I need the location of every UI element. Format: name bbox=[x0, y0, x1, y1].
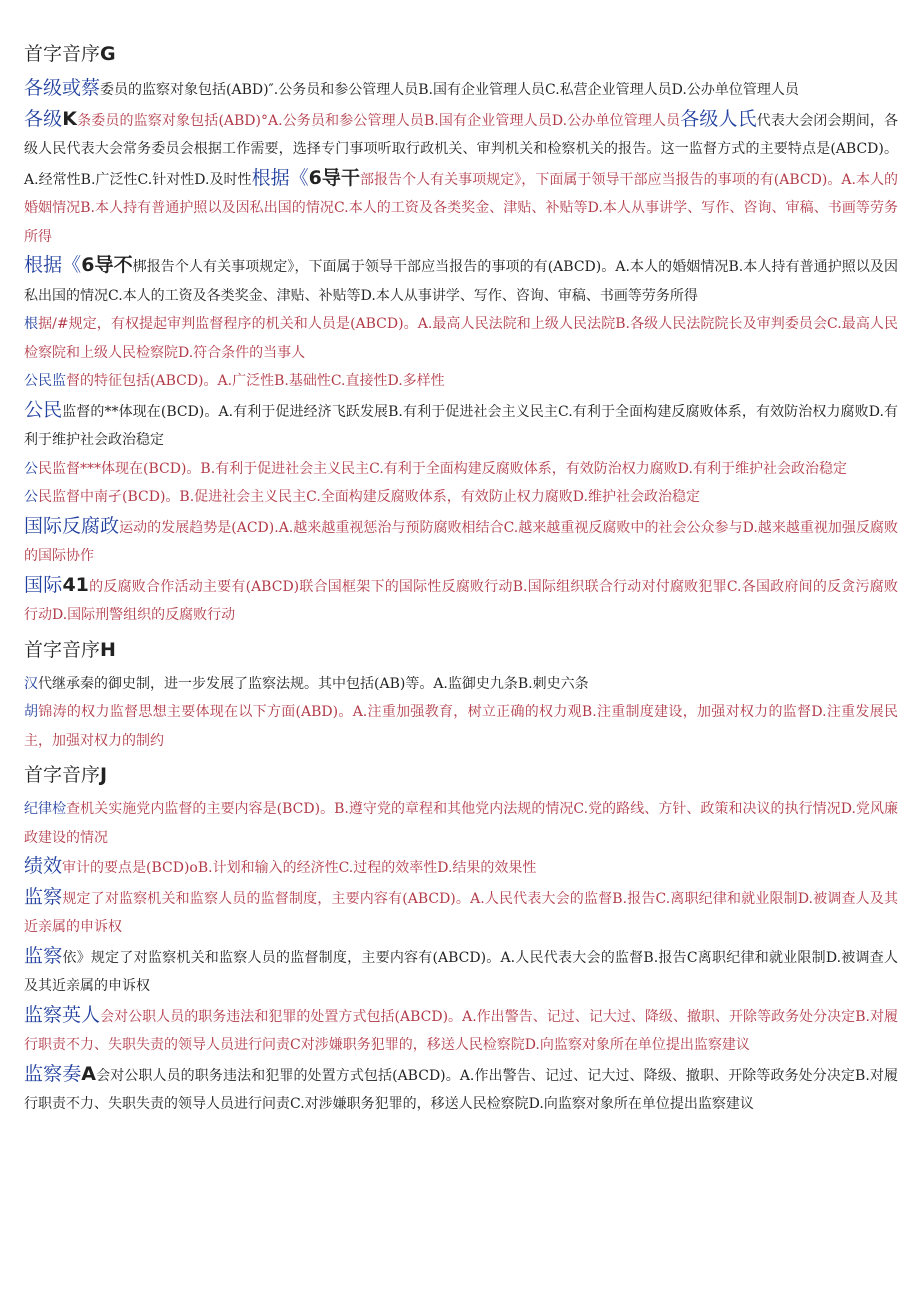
entry-h-2: 胡锦涛的权力监督思想主要体现在以下方面(ABD)。A.注重加强教育，树立正确的权力观B.注重制度建设，加强对权力的监督D.注重发展民主，加强对权力的制约 bbox=[24, 704, 898, 749]
entry-g-10: 国际41的反腐败合作活动主要有(ABCD)联合国框架下的国际性反腐败行动B.国际组织联合行动对付腐败犯罪C.各国政府间的反贪污腐败行动D.国际刑警组织的反腐败行动 bbox=[24, 573, 898, 623]
entry-g-4: 根据/#规定，有权提起审判监督程序的机关和人员是(ABCD)。A.最高人民法院和上级人民法院B.各级人民法院院长及审判委员会C.最高人民检察院和上级人民检察院D.符合条件的当事人 bbox=[24, 316, 898, 361]
section-heading-g: 首字音序G bbox=[24, 43, 116, 65]
entry-g-9: 国际反腐政运动的发展趋势是(ACD).A.越来越重视惩治与预防腐败相结合C.越来越重视反腐败中的社会公众参与D.越来越重视加强反腐败的国际协作 bbox=[24, 514, 898, 564]
entry-g-3: 根据《6导不梆报告个人有关事项规定》，下面属于领导干部应当报告的事项的有(ABCD)。A.本人的婚姻情况B.本人持有普通护照以及因私出国的情况C.本人的工资及各类奖金、津贴、补贴等D.本人从事讲学、写作、咨询、审稿、书画等劳务所得 bbox=[24, 254, 898, 304]
entry-j-2: 绩效审计的要点是(BCD)oB.计划和输入的经济性C.过程的效率性D.结果的效果性 bbox=[24, 855, 537, 877]
entry-g-1: 各级或蔡委员的监察对象包括(ABD)″.公务员和参公管理人员B.国有企业管理人员C.私营企业管理人员D.公办单位管理人员 bbox=[24, 77, 799, 99]
entry-h-1: 汉代继承秦的御史制，进一步发展了监察法规。其中包括(AB)等。A.监御史九条B.刺史六条 bbox=[24, 675, 589, 692]
entry-g-8: 公民监督中南孑(BCD)。B.促进社会主义民主C.全面构建反腐败体系，有效防止权力腐败D.维护社会政治稳定 bbox=[24, 489, 700, 505]
entry-j-1: 纪律检查机关实施党内监督的主要内容是(BCD)。B.遵守党的章程和其他党内法规的情况C.党的路线、方针、政策和决议的执行情况D.党风廉政建设的情况 bbox=[24, 801, 899, 846]
section-heading-h: 首字音序H bbox=[24, 638, 116, 661]
entry-j-6: 监察奏A会对公职人员的职务违法和犯罪的处置方式包括(ABCD)。A.作出警告、记过、记大过、降级、撤职、开除等政务处分决定B.对履行职责不力、失职失责的领导人员进行问责C.对涉嫌职务犯罪的，移送人民检察院D.向监察对象所在单位提出监察建议 bbox=[24, 1062, 898, 1112]
entry-g-7: 公民监督***体现在(BCD)。B.有利于促进社会主义民主C.有利于全面构建反腐败体系，有效防治权力腐败D.有利于维护社会政治稳定 bbox=[24, 460, 847, 477]
entry-j-4: 监察依》规定了对监察机关和监察人员的监督制度，主要内容有(ABCD)。A.人民代表大会的监督B.报告C离职纪律和就业限制D.被调查人及其近亲属的申诉权 bbox=[24, 944, 898, 994]
entry-g-2: 各级K条委员的监察对象包括(ABD)°A.公务员和参公管理人员B.国有企业管理人员D.公办单位管理人员各级人氏代表大会闭会期间，各级人民代表大会常务委员会根据工作需要，选择专门事项听取行政机关、审判机关和检察机关的报告。这一监督方式的主要特点是(ABCD)。A.经常性B.广泛性C.针对性D.及时性根据《6导干部报告个人有关事项规定》，下面属于领导干部应当报告的事项的有(ABCD)。A.本人的婚姻情况B.本人持有普通护照以及因私出国的情况C.本人的工资及各类奖金、津贴、补贴等D.本人从事讲学、写作、咨询、审稿、书画等劳务所得 bbox=[24, 107, 899, 245]
entry-g-5: 公民监督的特征包括(ABCD)。A.广泛性B.基础性C.直接性D.多样性 bbox=[24, 373, 445, 389]
entry-g-6: 公民监督的**体现在(BCD)。A.有利于促进经济飞跃发展B.有利于促进社会主义民主C.有利于全面构建反腐败体系，有效防治权力腐败D.有利于维护社会政治稳定 bbox=[24, 398, 898, 448]
section-heading-j: 首字音序J bbox=[24, 764, 108, 786]
entry-j-3: 监察规定了对监察机关和监察人员的监督制度，主要内容有(ABCD)。A.人民代表大会的监督B.报告C.离职纪律和就业限制D.被调查人及其近亲属的申诉权 bbox=[24, 885, 898, 935]
entry-j-5: 监察英人会对公职人员的职务违法和犯罪的处置方式包括(ABCD)。A.作出警告、记过、记大过、降级、撤职、开除等政务处分决定B.对履行职责不力、失职失责的领导人员进行问责C对涉嫌职务犯罪的，移送人民检察院D.向监察对象所在单位提出监察建议 bbox=[24, 1003, 898, 1053]
